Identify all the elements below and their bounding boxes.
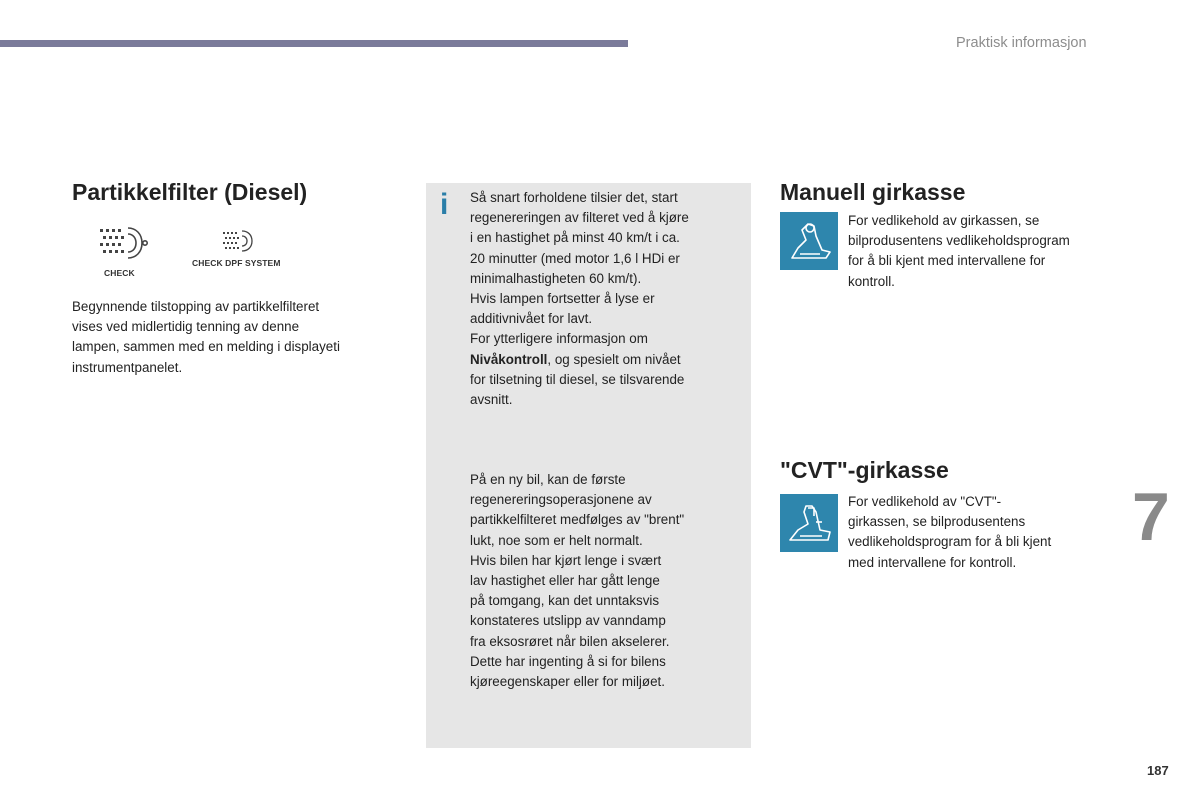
text-line: additivnivået for lavt. bbox=[470, 311, 593, 327]
text-line: partikkelfilteret medfølges av "brent" bbox=[470, 512, 685, 528]
text-line: lukt, noe som er helt normalt. bbox=[470, 532, 643, 548]
manual-gearbox-text bbox=[848, 211, 1070, 292]
text-line: På en ny bil, kan de første bbox=[470, 472, 626, 487]
text-line: konstateres utslipp av vanndamp bbox=[470, 613, 666, 629]
header-rule bbox=[0, 40, 628, 47]
manual-gearbox-icon bbox=[780, 212, 838, 270]
dpf-description bbox=[72, 297, 340, 378]
text-line: 20 minutter (med motor 1,6 l HDi er bbox=[470, 250, 680, 266]
text-line: Hvis bilen har kjørt lenge i svært bbox=[470, 552, 662, 568]
dpf-system-warning-icon bbox=[220, 228, 256, 254]
text-fragment: , og spesielt om nivået bbox=[547, 351, 681, 367]
check-label: CHECK bbox=[104, 268, 135, 278]
info-icon: i bbox=[440, 188, 449, 221]
dpf-warning-icon bbox=[96, 224, 150, 262]
text-line: Hvis lampen fortsetter å lyse er bbox=[470, 291, 655, 307]
text-line: for tilsetning til diesel, se tilsvarende bbox=[470, 371, 685, 387]
text-line: på tomgang, kan det unntaksvis bbox=[470, 593, 660, 609]
text-line: For vedlikehold av girkassen, se bbox=[848, 213, 1040, 228]
text-line: For ytterligere informasjon om bbox=[470, 331, 648, 347]
text-line: girkassen, se bilprodusentens bbox=[848, 514, 1026, 530]
text-line: med intervallene for kontroll. bbox=[848, 554, 1017, 570]
info-paragraph-2 bbox=[470, 470, 684, 692]
text-line: bilprodusentens vedlikeholdsprogram bbox=[848, 233, 1070, 249]
text-line: For vedlikehold av "CVT"- bbox=[848, 494, 1002, 509]
text-line: i en hastighet på minst 40 km/t i ca. bbox=[470, 230, 680, 246]
text-line: regenereringen av filteret ved å kjøre bbox=[470, 210, 689, 226]
page-number: 187 bbox=[1147, 763, 1169, 778]
chapter-number: 7 bbox=[1132, 479, 1170, 555]
text-line: minimalhastigheten 60 km/t). bbox=[470, 270, 642, 286]
text-line: instrumentpanelet. bbox=[72, 359, 183, 375]
text-line: Begynnende tilstopping av partikkelfilteret bbox=[72, 299, 320, 314]
text-line: fra eksosrøret når bilen akselerer. bbox=[470, 633, 670, 649]
text-line: vedlikeholdsprogram for å bli kjent bbox=[848, 534, 1052, 550]
info-paragraph-1 bbox=[470, 188, 689, 410]
section-header-title: Praktisk informasjon bbox=[956, 35, 1087, 51]
text-line: Så snart forholdene tilsier det, start bbox=[470, 190, 678, 205]
cvt-gearbox-text bbox=[848, 492, 1051, 573]
dpf-heading: Partikkelfilter (Diesel) bbox=[72, 179, 308, 205]
text-line bbox=[470, 350, 689, 370]
text-line: for å bli kjent med intervallene for bbox=[848, 253, 1046, 269]
text-line: kjøreegenskaper eller for miljøet. bbox=[470, 674, 665, 690]
text-line: vises ved midlertidig tenning av denne bbox=[72, 319, 300, 335]
cvt-gearbox-icon bbox=[780, 494, 838, 552]
text-line: lampen, sammen med en melding i displayeti bbox=[72, 339, 340, 355]
text-line: kontroll. bbox=[848, 273, 895, 289]
text-line: lav hastighet eller har gått lenge bbox=[470, 573, 660, 589]
warning-icons-row bbox=[96, 224, 306, 280]
check-dpf-system-label: CHECK DPF SYSTEM bbox=[192, 258, 281, 268]
text-line: avsnitt. bbox=[470, 392, 513, 408]
level-control-link-text: Nivåkontroll bbox=[470, 351, 548, 367]
manual-gearbox-heading: Manuell girkasse bbox=[780, 179, 966, 205]
text-line: Dette har ingenting å si for bilens bbox=[470, 653, 666, 669]
text-line: regenereringsoperasjonene av bbox=[470, 492, 652, 508]
cvt-gearbox-heading: "CVT"-girkasse bbox=[780, 457, 949, 483]
